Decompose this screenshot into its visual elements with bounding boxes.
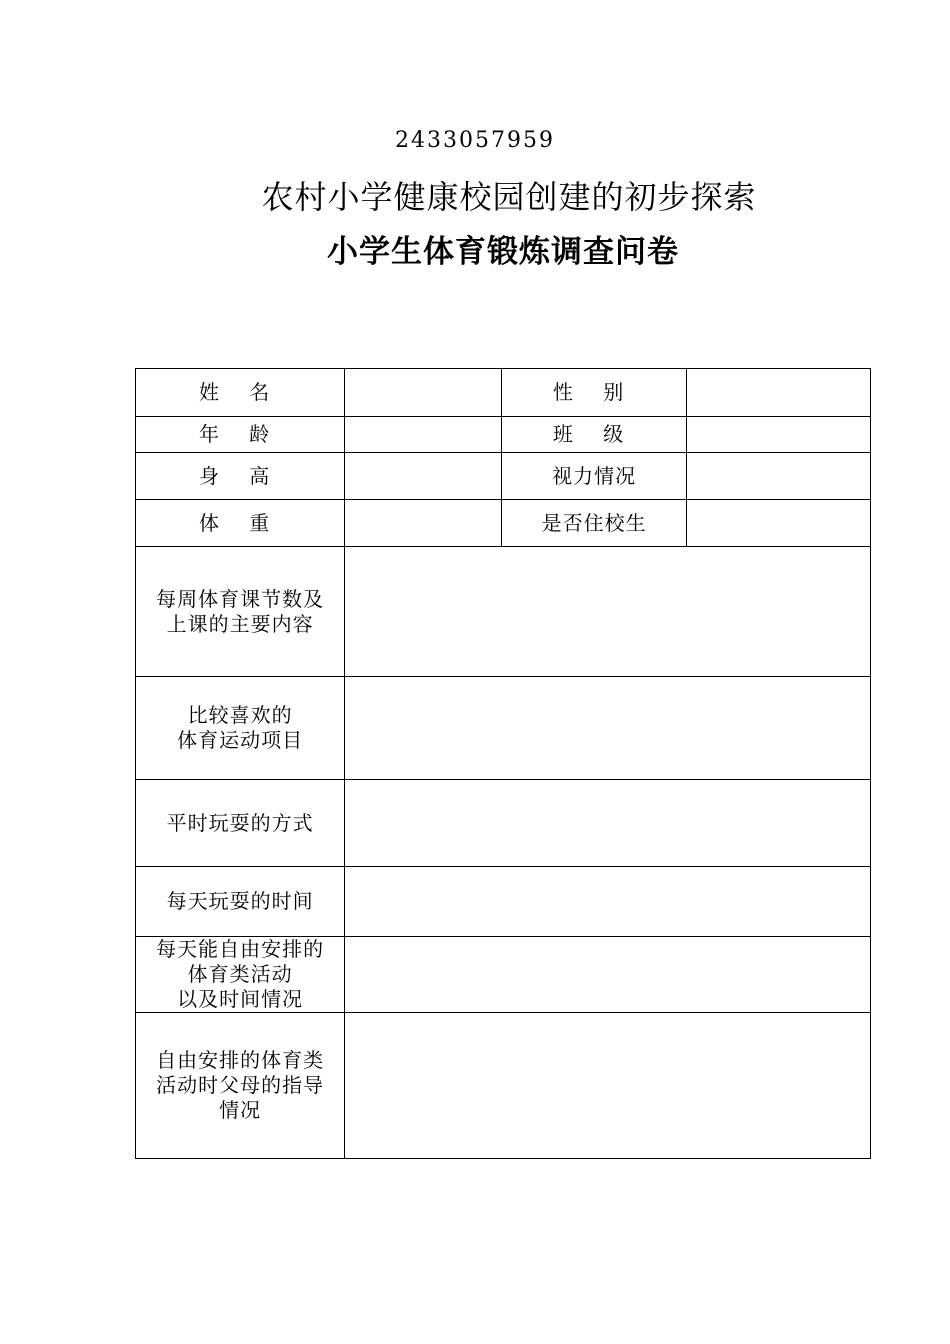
gender-label: [502, 369, 686, 417]
form-row-play-style: [136, 780, 871, 867]
height-label: [136, 453, 345, 500]
form-row-age: [136, 417, 871, 453]
class-label-text: 班 级: [552, 422, 636, 446]
form-row-height: [136, 453, 871, 500]
free-activity-label: [136, 937, 345, 1013]
pe-classes-label-text: 每周体育课节数及 上课的主要内容: [156, 586, 325, 636]
play-style-field[interactable]: [345, 780, 871, 867]
favorite-sports-label-text: 比较喜欢的 体育运动项目: [177, 703, 304, 752]
gender-label-text: 性 别: [552, 380, 636, 404]
form-row-name: [136, 369, 871, 417]
class-field[interactable]: [686, 417, 870, 453]
form-row-favorite-sports: [136, 677, 871, 780]
play-style-label: [136, 780, 345, 867]
age-field[interactable]: [345, 417, 502, 453]
parent-guidance-label-text: 自由安排的体育类 活动时父母的指导 情况: [156, 1048, 325, 1122]
play-time-label: [136, 867, 345, 937]
document-title: 农村小学健康校园创建的初步探索: [261, 178, 757, 216]
name-label-text: 姓 名: [198, 380, 282, 404]
height-label-text: 身 高: [198, 463, 282, 488]
boarding-label-text: 是否住校生: [541, 510, 647, 535]
name-field[interactable]: [345, 369, 502, 417]
form-row-weight: [136, 500, 871, 547]
vision-label-text: 视力情况: [552, 463, 637, 488]
form-row-pe-classes: [136, 547, 871, 677]
document-subtitle: 小学生体育锻炼调查问卷: [327, 234, 679, 270]
vision-label: [502, 453, 686, 500]
form-row-free-activity: [136, 937, 871, 1013]
play-time-field[interactable]: [345, 867, 871, 937]
parent-guidance-label: [136, 1013, 345, 1159]
weight-label: [136, 500, 345, 547]
play-time-label-text: 每天玩耍的时间: [166, 889, 314, 913]
play-style-label-text: 平时玩耍的方式: [166, 810, 314, 835]
free-activity-label-text: 每天能自由安排的 体育类活动 以及时间情况: [156, 937, 325, 1011]
favorite-sports-field[interactable]: [345, 677, 871, 780]
form-row-play-time: [136, 867, 871, 937]
form-row-parent-guidance: [136, 1013, 871, 1159]
vision-field[interactable]: [686, 453, 870, 500]
pe-classes-field[interactable]: [345, 547, 871, 677]
boarding-field[interactable]: [686, 500, 870, 547]
gender-field[interactable]: [686, 369, 870, 417]
survey-form-table: [135, 368, 871, 1159]
weight-field[interactable]: [345, 500, 502, 547]
document-id: 2433057959: [395, 128, 555, 153]
parent-guidance-field[interactable]: [345, 1013, 871, 1159]
pe-classes-label: [136, 547, 345, 677]
age-label: [136, 417, 345, 453]
boarding-label: [502, 500, 686, 547]
class-label: [502, 417, 686, 453]
weight-label-text: 体 重: [198, 510, 282, 535]
free-activity-field[interactable]: [345, 937, 871, 1013]
favorite-sports-label: [136, 677, 345, 780]
name-label: [136, 369, 345, 417]
age-label-text: 年 龄: [198, 422, 282, 446]
height-field[interactable]: [345, 453, 502, 500]
